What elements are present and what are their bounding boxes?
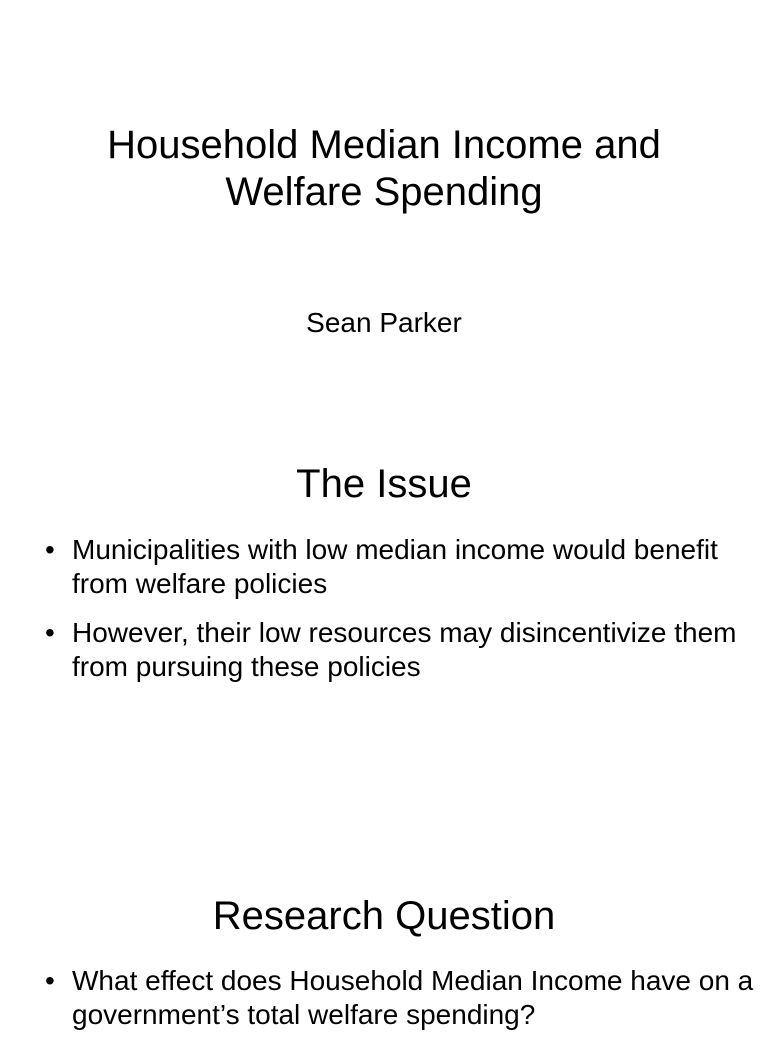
title-slide	[0, 0, 768, 360]
research-question-bullet-1-text: What effect does Household Median Income have on a government’s total welfare spending?	[72, 965, 754, 1030]
issue-slide-title: The Issue	[296, 462, 472, 506]
bullet-marker: •	[45, 617, 55, 648]
presentation-title-line-2: Welfare Spending	[225, 170, 543, 214]
research-question-bullet-list	[0, 964, 768, 1047]
presentation-title	[0, 122, 768, 216]
issue-slide	[0, 360, 768, 860]
presentation-title-line-1: Household Median Income and	[107, 123, 661, 167]
issue-bullet-1-text: Municipalities with low median income would benefit from welfare policies	[72, 534, 718, 599]
author-name: Sean Parker	[306, 307, 462, 338]
research-question-slide	[0, 860, 768, 1030]
bullet-marker: •	[45, 965, 55, 996]
bullet-marker: •	[45, 534, 55, 565]
issue-bullet-1	[0, 533, 768, 601]
issue-bullet-2-text: However, their low resources may disincentivize them from pursuing these policies	[72, 617, 737, 682]
research-question-bullet-1	[0, 964, 768, 1032]
issue-bullet-list	[0, 533, 768, 699]
research-question-title: Research Question	[212, 894, 556, 938]
issue-bullet-2	[0, 616, 768, 684]
